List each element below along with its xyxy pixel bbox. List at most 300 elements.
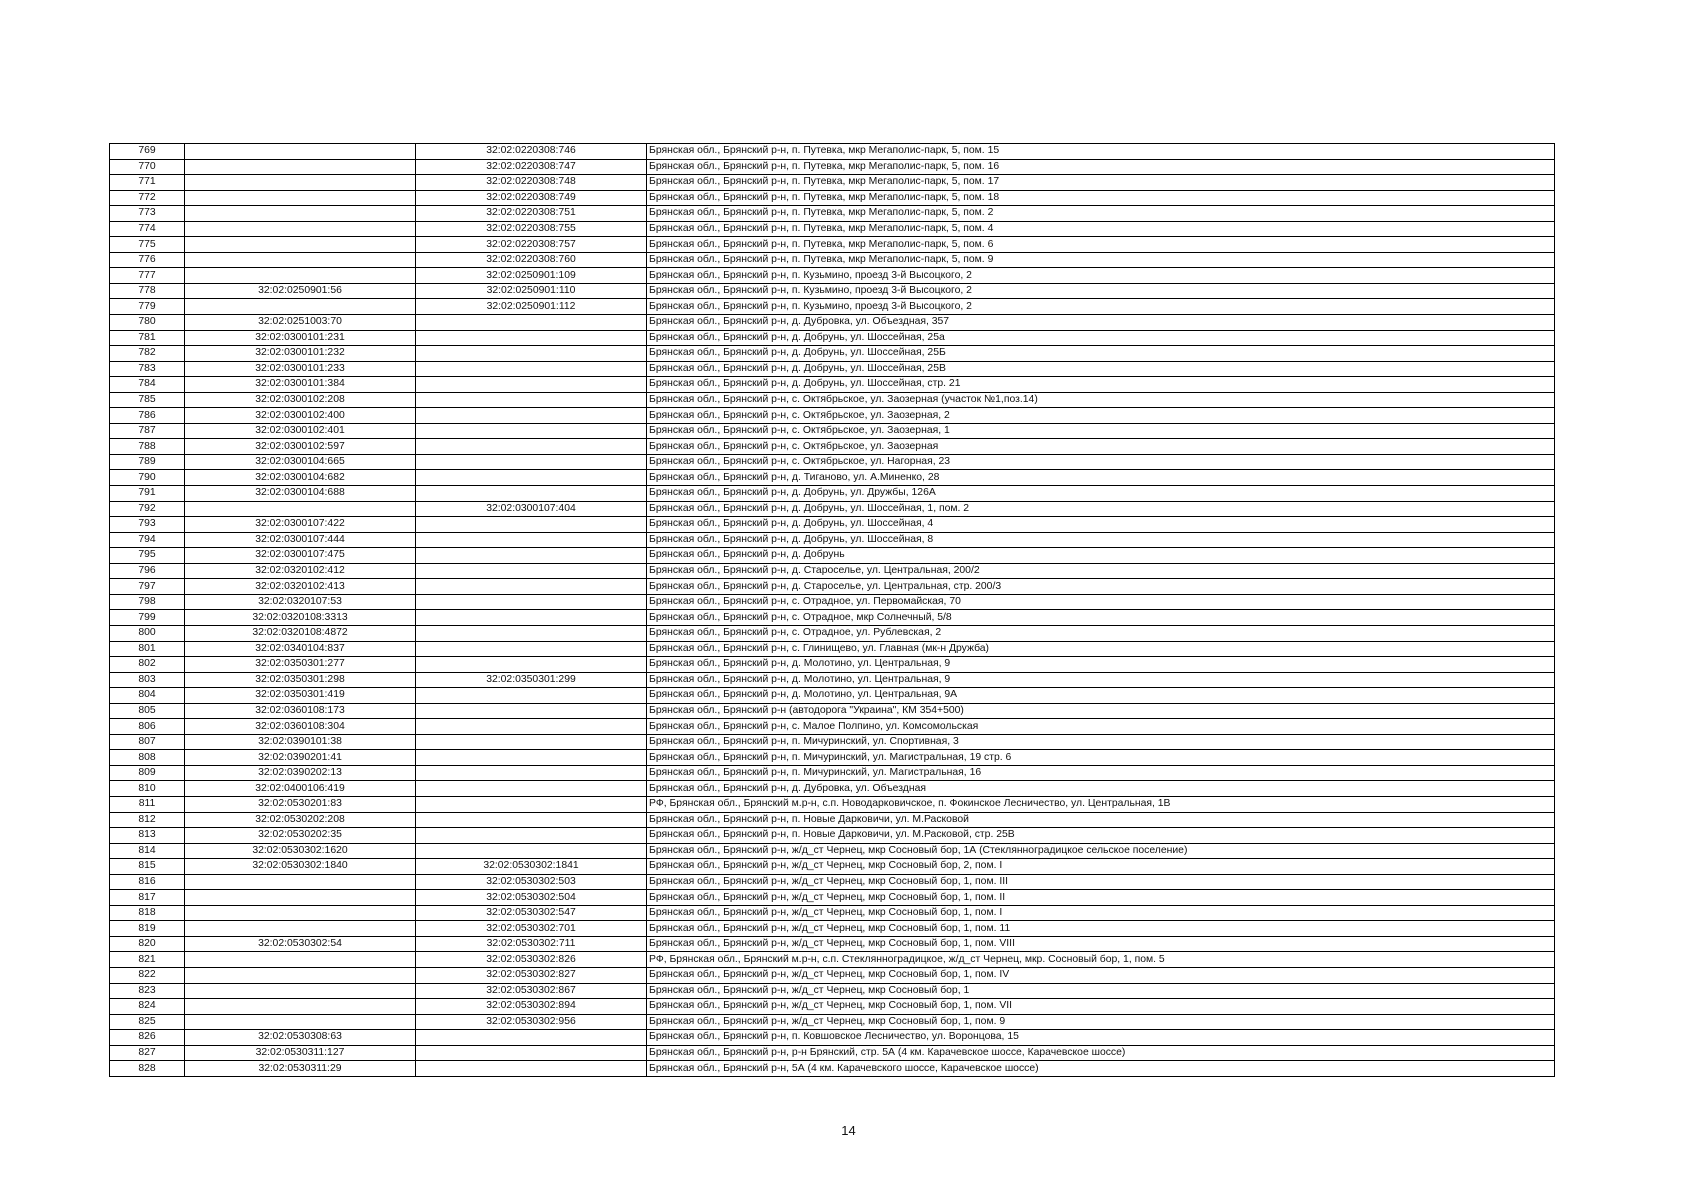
land-cadastral-number-cell (185, 175, 416, 191)
address-cell: Брянская обл., Брянский р-н, п. Кузьмино, проезд 3-й Высоцкого, 2 (647, 299, 1555, 315)
land-cadastral-number-cell: 32:02:0320102:413 (185, 579, 416, 595)
row-number-cell: 797 (110, 579, 185, 595)
address-cell: Брянская обл., Брянский р-н, ж/д_ст Чернец, мкр Сосновый бор, 2, пом. I (647, 859, 1555, 875)
land-cadastral-number-cell: 32:02:0300102:597 (185, 439, 416, 455)
row-number-cell: 827 (110, 1045, 185, 1061)
land-cadastral-number-cell: 32:02:0530302:1840 (185, 859, 416, 875)
land-cadastral-number-cell (185, 967, 416, 983)
building-cadastral-number-cell (416, 641, 647, 657)
building-cadastral-number-cell: 32:02:0220308:747 (416, 159, 647, 175)
land-cadastral-number-cell: 32:02:0300102:208 (185, 392, 416, 408)
building-cadastral-number-cell (416, 361, 647, 377)
building-cadastral-number-cell (416, 781, 647, 797)
table-row (110, 843, 1555, 859)
building-cadastral-number-cell: 32:02:0250901:110 (416, 283, 647, 299)
address-cell: Брянская обл., Брянский р-н, п. Путевка, мкр Мегаполис-парк, 5, пом. 6 (647, 237, 1555, 253)
address-cell: Брянская обл., Брянский р-н, п. Мичуринский, ул. Магистральная, 16 (647, 765, 1555, 781)
row-number-cell: 783 (110, 361, 185, 377)
row-number-cell: 794 (110, 532, 185, 548)
row-number-cell: 820 (110, 936, 185, 952)
building-cadastral-number-cell (416, 828, 647, 844)
land-cadastral-number-cell: 32:02:0350301:419 (185, 688, 416, 704)
row-number-cell: 815 (110, 859, 185, 875)
table-row (110, 175, 1555, 191)
land-cadastral-number-cell: 32:02:0300101:233 (185, 361, 416, 377)
address-cell: Брянская обл., Брянский р-н, п. Новые Дарковичи, ул. М.Расковой (647, 812, 1555, 828)
land-cadastral-number-cell: 32:02:0320108:3313 (185, 610, 416, 626)
building-cadastral-number-cell (416, 734, 647, 750)
table-row (110, 206, 1555, 222)
address-cell: Брянская обл., Брянский р-н, д. Добрунь, ул. Шоссейная, 25В (647, 361, 1555, 377)
table-row (110, 501, 1555, 517)
table-row (110, 454, 1555, 470)
table-row (110, 439, 1555, 455)
cadastral-table (109, 143, 1555, 1077)
address-cell: Брянская обл., Брянский р-н, д. Добрунь, ул. Шоссейная, 8 (647, 532, 1555, 548)
building-cadastral-number-cell: 32:02:0530302:827 (416, 967, 647, 983)
table-row (110, 734, 1555, 750)
address-cell: Брянская обл., Брянский р-н, 5А (4 км. Карачевского шоссе, Карачевское шоссе) (647, 1061, 1555, 1077)
row-number-cell: 791 (110, 486, 185, 502)
land-cadastral-number-cell: 32:02:0530302:54 (185, 936, 416, 952)
land-cadastral-number-cell: 32:02:0250901:56 (185, 283, 416, 299)
land-cadastral-number-cell (185, 237, 416, 253)
row-number-cell: 809 (110, 765, 185, 781)
row-number-cell: 825 (110, 1014, 185, 1030)
building-cadastral-number-cell (416, 408, 647, 424)
land-cadastral-number-cell: 32:02:0530202:35 (185, 828, 416, 844)
address-cell: Брянская обл., Брянский р-н, п. Кузьмино, проезд 3-й Высоцкого, 2 (647, 268, 1555, 284)
table-row (110, 967, 1555, 983)
address-cell: Брянская обл., Брянский р-н, п. Путевка, мкр Мегаполис-парк, 5, пом. 2 (647, 206, 1555, 222)
address-cell: Брянская обл., Брянский р-н, д. Тиганово, ул. А.Миненко, 28 (647, 470, 1555, 486)
land-cadastral-number-cell: 32:02:0320102:412 (185, 563, 416, 579)
table-row (110, 921, 1555, 937)
building-cadastral-number-cell: 32:02:0530302:701 (416, 921, 647, 937)
land-cadastral-number-cell: 32:02:0300104:688 (185, 486, 416, 502)
table-row (110, 828, 1555, 844)
building-cadastral-number-cell: 32:02:0530302:1841 (416, 859, 647, 875)
row-number-cell: 781 (110, 330, 185, 346)
land-cadastral-number-cell (185, 221, 416, 237)
row-number-cell: 803 (110, 672, 185, 688)
row-number-cell: 824 (110, 999, 185, 1015)
address-cell: Брянская обл., Брянский р-н, д. Добрунь, ул. Шоссейная, стр. 21 (647, 377, 1555, 393)
building-cadastral-number-cell: 32:02:0530302:867 (416, 983, 647, 999)
building-cadastral-number-cell (416, 703, 647, 719)
address-cell: Брянская обл., Брянский р-н, ж/д_ст Чернец, мкр Сосновый бор, 1, пом. III (647, 874, 1555, 890)
table-row (110, 999, 1555, 1015)
address-cell: Брянская обл., Брянский р-н, д. Дубровка, ул. Объездная, 357 (647, 315, 1555, 331)
cadastral-table-body (110, 144, 1555, 1077)
row-number-cell: 817 (110, 890, 185, 906)
address-cell: Брянская обл., Брянский р-н, с. Отрадное, мкр Солнечный, 5/8 (647, 610, 1555, 626)
building-cadastral-number-cell (416, 657, 647, 673)
row-number-cell: 780 (110, 315, 185, 331)
row-number-cell: 782 (110, 346, 185, 362)
row-number-cell: 777 (110, 268, 185, 284)
table-row (110, 672, 1555, 688)
table-row (110, 144, 1555, 160)
land-cadastral-number-cell: 32:02:0300102:401 (185, 423, 416, 439)
table-row (110, 252, 1555, 268)
land-cadastral-number-cell: 32:02:0350301:277 (185, 657, 416, 673)
address-cell: Брянская обл., Брянский р-н, д. Добрунь (647, 548, 1555, 564)
address-cell: Брянская обл., Брянский р-н, д. Добрунь, ул. Шоссейная, 4 (647, 517, 1555, 533)
row-number-cell: 812 (110, 812, 185, 828)
address-cell: Брянская обл., Брянский р-н, д. Дубровка, ул. Объездная (647, 781, 1555, 797)
land-cadastral-number-cell: 32:02:0300104:682 (185, 470, 416, 486)
table-row (110, 625, 1555, 641)
table-row (110, 190, 1555, 206)
row-number-cell: 771 (110, 175, 185, 191)
address-cell: Брянская обл., Брянский р-н, с. Малое Полпино, ул. Комсомольская (647, 719, 1555, 735)
row-number-cell: 790 (110, 470, 185, 486)
building-cadastral-number-cell (416, 548, 647, 564)
row-number-cell: 784 (110, 377, 185, 393)
land-cadastral-number-cell: 32:02:0300107:475 (185, 548, 416, 564)
building-cadastral-number-cell (416, 594, 647, 610)
row-number-cell: 772 (110, 190, 185, 206)
table-row (110, 688, 1555, 704)
land-cadastral-number-cell: 32:02:0300104:665 (185, 454, 416, 470)
row-number-cell: 774 (110, 221, 185, 237)
building-cadastral-number-cell (416, 625, 647, 641)
address-cell: Брянская обл., Брянский р-н, д. Староселье, ул. Центральная, стр. 200/3 (647, 579, 1555, 595)
row-number-cell: 814 (110, 843, 185, 859)
building-cadastral-number-cell: 32:02:0220308:748 (416, 175, 647, 191)
address-cell: Брянская обл., Брянский р-н, с. Октябрьское, ул. Нагорная, 23 (647, 454, 1555, 470)
land-cadastral-number-cell: 32:02:0530201:83 (185, 796, 416, 812)
table-row (110, 470, 1555, 486)
table-row (110, 377, 1555, 393)
address-cell: Брянская обл., Брянский р-н, ж/д_ст Чернец, мкр Сосновый бор, 1, пом. VII (647, 999, 1555, 1015)
row-number-cell: 810 (110, 781, 185, 797)
row-number-cell: 818 (110, 905, 185, 921)
building-cadastral-number-cell (416, 796, 647, 812)
table-row (110, 703, 1555, 719)
land-cadastral-number-cell: 32:02:0530311:127 (185, 1045, 416, 1061)
address-cell: Брянская обл., Брянский р-н, р-н Брянский, стр. 5А (4 км. Карачевское шоссе, Карачевское шоссе) (647, 1045, 1555, 1061)
table-row (110, 594, 1555, 610)
table-row (110, 221, 1555, 237)
land-cadastral-number-cell: 32:02:0340104:837 (185, 641, 416, 657)
address-cell: Брянская обл., Брянский р-н, п. Путевка, мкр Мегаполис-парк, 5, пом. 17 (647, 175, 1555, 191)
building-cadastral-number-cell (416, 765, 647, 781)
address-cell: Брянская обл., Брянский р-н, ж/д_ст Чернец, мкр Сосновый бор, 1, пом. IV (647, 967, 1555, 983)
land-cadastral-number-cell (185, 190, 416, 206)
address-cell: Брянская обл., Брянский р-н, ж/д_ст Чернец, мкр Сосновый бор, 1, пом. I (647, 905, 1555, 921)
land-cadastral-number-cell: 32:02:0530311:29 (185, 1061, 416, 1077)
table-row (110, 1014, 1555, 1030)
address-cell: Брянская обл., Брянский р-н, д. Молотино, ул. Центральная, 9А (647, 688, 1555, 704)
table-row (110, 859, 1555, 875)
building-cadastral-number-cell: 32:02:0220308:755 (416, 221, 647, 237)
row-number-cell: 799 (110, 610, 185, 626)
building-cadastral-number-cell (416, 1061, 647, 1077)
address-cell: Брянская обл., Брянский р-н, д. Добрунь, ул. Дружбы, 126А (647, 486, 1555, 502)
row-number-cell: 805 (110, 703, 185, 719)
address-cell: Брянская обл., Брянский р-н, д. Староселье, ул. Центральная, 200/2 (647, 563, 1555, 579)
land-cadastral-number-cell: 32:02:0390201:41 (185, 750, 416, 766)
table-row (110, 750, 1555, 766)
table-row (110, 1030, 1555, 1046)
address-cell: Брянская обл., Брянский р-н, д. Добрунь, ул. Шоссейная, 25Б (647, 346, 1555, 362)
land-cadastral-number-cell (185, 268, 416, 284)
row-number-cell: 778 (110, 283, 185, 299)
building-cadastral-number-cell (416, 517, 647, 533)
row-number-cell: 823 (110, 983, 185, 999)
row-number-cell: 795 (110, 548, 185, 564)
row-number-cell: 804 (110, 688, 185, 704)
address-cell: Брянская обл., Брянский р-н, п. Путевка, мкр Мегаполис-парк, 5, пом. 15 (647, 144, 1555, 160)
table-row (110, 361, 1555, 377)
land-cadastral-number-cell: 32:02:0320107:53 (185, 594, 416, 610)
table-row (110, 517, 1555, 533)
row-number-cell: 813 (110, 828, 185, 844)
address-cell: Брянская обл., Брянский р-н, д. Молотино, ул. Центральная, 9 (647, 657, 1555, 673)
building-cadastral-number-cell (416, 579, 647, 595)
table-row (110, 408, 1555, 424)
address-cell: Брянская обл., Брянский р-н, п. Ковшовское Лесничество, ул. Воронцова, 15 (647, 1030, 1555, 1046)
land-cadastral-number-cell (185, 905, 416, 921)
address-cell: Брянская обл., Брянский р-н, д. Добрунь, ул. Шоссейная, 25а (647, 330, 1555, 346)
land-cadastral-number-cell: 32:02:0300102:400 (185, 408, 416, 424)
address-cell: Брянская обл., Брянский р-н, с. Глинищево, ул. Главная (мк-н Дружба) (647, 641, 1555, 657)
table-row (110, 548, 1555, 564)
table-row (110, 159, 1555, 175)
table-row (110, 610, 1555, 626)
address-cell: Брянская обл., Брянский р-н, п. Путевка, мкр Мегаполис-парк, 5, пом. 9 (647, 252, 1555, 268)
land-cadastral-number-cell: 32:02:0320108:4872 (185, 625, 416, 641)
building-cadastral-number-cell (416, 610, 647, 626)
table-row (110, 423, 1555, 439)
row-number-cell: 788 (110, 439, 185, 455)
table-row (110, 563, 1555, 579)
table-row (110, 936, 1555, 952)
row-number-cell: 787 (110, 423, 185, 439)
address-cell: Брянская обл., Брянский р-н (автодорога "Украина", КМ 354+500) (647, 703, 1555, 719)
building-cadastral-number-cell (416, 750, 647, 766)
address-cell: РФ, Брянская обл., Брянский м.р-н, с.п. Стеклянноградицкое, ж/д_ст Чернец, мкр. Сосновый бор, 1, пом. 5 (647, 952, 1555, 968)
building-cadastral-number-cell (416, 470, 647, 486)
building-cadastral-number-cell (416, 486, 647, 502)
table-row (110, 486, 1555, 502)
address-cell: Брянская обл., Брянский р-н, с. Октябрьское, ул. Заозерная, 1 (647, 423, 1555, 439)
address-cell: Брянская обл., Брянский р-н, с. Отрадное, ул. Первомайская, 70 (647, 594, 1555, 610)
land-cadastral-number-cell (185, 952, 416, 968)
table-row (110, 1061, 1555, 1077)
building-cadastral-number-cell: 32:02:0530302:504 (416, 890, 647, 906)
row-number-cell: 819 (110, 921, 185, 937)
building-cadastral-number-cell: 32:02:0530302:503 (416, 874, 647, 890)
address-cell: Брянская обл., Брянский р-н, ж/д_ст Чернец, мкр Сосновый бор, 1, пом. II (647, 890, 1555, 906)
table-row (110, 237, 1555, 253)
row-number-cell: 793 (110, 517, 185, 533)
land-cadastral-number-cell (185, 206, 416, 222)
building-cadastral-number-cell: 32:02:0530302:894 (416, 999, 647, 1015)
row-number-cell: 789 (110, 454, 185, 470)
page-number: 14 (841, 1123, 856, 1138)
row-number-cell: 808 (110, 750, 185, 766)
row-number-cell: 792 (110, 501, 185, 517)
row-number-cell: 770 (110, 159, 185, 175)
land-cadastral-number-cell: 32:02:0360108:173 (185, 703, 416, 719)
table-row (110, 330, 1555, 346)
land-cadastral-number-cell: 32:02:0300101:232 (185, 346, 416, 362)
table-row (110, 315, 1555, 331)
building-cadastral-number-cell: 32:02:0530302:956 (416, 1014, 647, 1030)
table-row (110, 657, 1555, 673)
land-cadastral-number-cell (185, 299, 416, 315)
building-cadastral-number-cell (416, 812, 647, 828)
address-cell: Брянская обл., Брянский р-н, п. Кузьмино, проезд 3-й Высоцкого, 2 (647, 283, 1555, 299)
land-cadastral-number-cell: 32:02:0300101:384 (185, 377, 416, 393)
row-number-cell: 800 (110, 625, 185, 641)
table-row (110, 812, 1555, 828)
building-cadastral-number-cell: 32:02:0530302:826 (416, 952, 647, 968)
table-row (110, 579, 1555, 595)
row-number-cell: 806 (110, 719, 185, 735)
land-cadastral-number-cell (185, 252, 416, 268)
building-cadastral-number-cell (416, 315, 647, 331)
land-cadastral-number-cell: 32:02:0390101:38 (185, 734, 416, 750)
address-cell: Брянская обл., Брянский р-н, с. Октябрьское, ул. Заозерная, 2 (647, 408, 1555, 424)
row-number-cell: 826 (110, 1030, 185, 1046)
land-cadastral-number-cell (185, 999, 416, 1015)
row-number-cell: 807 (110, 734, 185, 750)
building-cadastral-number-cell: 32:02:0530302:711 (416, 936, 647, 952)
address-cell: Брянская обл., Брянский р-н, п. Путевка, мкр Мегаполис-парк, 5, пом. 18 (647, 190, 1555, 206)
address-cell: Брянская обл., Брянский р-н, ж/д_ст Чернец, мкр Сосновый бор, 1, пом. 9 (647, 1014, 1555, 1030)
address-cell: Брянская обл., Брянский р-н, с. Октябрьское, ул. Заозерная (участок №1,поз.14) (647, 392, 1555, 408)
land-cadastral-number-cell: 32:02:0350301:298 (185, 672, 416, 688)
land-cadastral-number-cell: 32:02:0360108:304 (185, 719, 416, 735)
building-cadastral-number-cell (416, 346, 647, 362)
address-cell: Брянская обл., Брянский р-н, ж/д_ст Чернец, мкр Сосновый бор, 1 (647, 983, 1555, 999)
building-cadastral-number-cell: 32:02:0350301:299 (416, 672, 647, 688)
address-cell: Брянская обл., Брянский р-н, ж/д_ст Чернец, мкр Сосновый бор, 1, пом. VIII (647, 936, 1555, 952)
land-cadastral-number-cell: 32:02:0300107:444 (185, 532, 416, 548)
address-cell: Брянская обл., Брянский р-н, ж/д_ст Чернец, мкр Сосновый бор, 1А (Стеклянноградицкое сельское поселение) (647, 843, 1555, 859)
land-cadastral-number-cell: 32:02:0251003:70 (185, 315, 416, 331)
building-cadastral-number-cell: 32:02:0250901:109 (416, 268, 647, 284)
row-number-cell: 785 (110, 392, 185, 408)
address-cell: Брянская обл., Брянский р-н, п. Путевка, мкр Мегаполис-парк, 5, пом. 16 (647, 159, 1555, 175)
building-cadastral-number-cell (416, 454, 647, 470)
table-row (110, 952, 1555, 968)
building-cadastral-number-cell (416, 377, 647, 393)
row-number-cell: 801 (110, 641, 185, 657)
building-cadastral-number-cell: 32:02:0220308:760 (416, 252, 647, 268)
building-cadastral-number-cell (416, 843, 647, 859)
row-number-cell: 822 (110, 967, 185, 983)
table-row (110, 268, 1555, 284)
building-cadastral-number-cell (416, 1030, 647, 1046)
land-cadastral-number-cell (185, 501, 416, 517)
row-number-cell: 769 (110, 144, 185, 160)
table-row (110, 283, 1555, 299)
building-cadastral-number-cell (416, 392, 647, 408)
land-cadastral-number-cell (185, 144, 416, 160)
building-cadastral-number-cell: 32:02:0250901:112 (416, 299, 647, 315)
address-cell: Брянская обл., Брянский р-н, д. Молотино, ул. Центральная, 9 (647, 672, 1555, 688)
building-cadastral-number-cell: 32:02:0300107:404 (416, 501, 647, 517)
land-cadastral-number-cell: 32:02:0300101:231 (185, 330, 416, 346)
row-number-cell: 773 (110, 206, 185, 222)
row-number-cell: 786 (110, 408, 185, 424)
row-number-cell: 816 (110, 874, 185, 890)
land-cadastral-number-cell: 32:02:0300107:422 (185, 517, 416, 533)
address-cell: Брянская обл., Брянский р-н, ж/д_ст Чернец, мкр Сосновый бор, 1, пом. 11 (647, 921, 1555, 937)
building-cadastral-number-cell (416, 423, 647, 439)
row-number-cell: 796 (110, 563, 185, 579)
row-number-cell: 802 (110, 657, 185, 673)
row-number-cell: 798 (110, 594, 185, 610)
table-row (110, 1045, 1555, 1061)
land-cadastral-number-cell: 32:02:0530202:208 (185, 812, 416, 828)
address-cell: Брянская обл., Брянский р-н, п. Новые Дарковичи, ул. М.Расковой, стр. 25В (647, 828, 1555, 844)
row-number-cell: 779 (110, 299, 185, 315)
table-row (110, 874, 1555, 890)
table-row (110, 641, 1555, 657)
land-cadastral-number-cell (185, 874, 416, 890)
address-cell: Брянская обл., Брянский р-н, с. Отрадное, ул. Рублевская, 2 (647, 625, 1555, 641)
building-cadastral-number-cell: 32:02:0220308:749 (416, 190, 647, 206)
row-number-cell: 828 (110, 1061, 185, 1077)
table-row (110, 781, 1555, 797)
table-row (110, 905, 1555, 921)
land-cadastral-number-cell: 32:02:0390202:13 (185, 765, 416, 781)
land-cadastral-number-cell (185, 983, 416, 999)
land-cadastral-number-cell (185, 159, 416, 175)
building-cadastral-number-cell: 32:02:0220308:746 (416, 144, 647, 160)
table-row (110, 890, 1555, 906)
land-cadastral-number-cell: 32:02:0530308:63 (185, 1030, 416, 1046)
address-cell: Брянская обл., Брянский р-н, д. Добрунь, ул. Шоссейная, 1, пом. 2 (647, 501, 1555, 517)
row-number-cell: 821 (110, 952, 185, 968)
building-cadastral-number-cell (416, 532, 647, 548)
address-cell: Брянская обл., Брянский р-н, п. Путевка, мкр Мегаполис-парк, 5, пом. 4 (647, 221, 1555, 237)
land-cadastral-number-cell (185, 1014, 416, 1030)
address-cell: Брянская обл., Брянский р-н, с. Октябрьское, ул. Заозерная (647, 439, 1555, 455)
address-cell: Брянская обл., Брянский р-н, п. Мичуринский, ул. Спортивная, 3 (647, 734, 1555, 750)
table-row (110, 719, 1555, 735)
building-cadastral-number-cell: 32:02:0530302:547 (416, 905, 647, 921)
table-row (110, 299, 1555, 315)
building-cadastral-number-cell (416, 688, 647, 704)
land-cadastral-number-cell (185, 921, 416, 937)
table-row (110, 983, 1555, 999)
land-cadastral-number-cell: 32:02:0530302:1620 (185, 843, 416, 859)
table-row (110, 392, 1555, 408)
address-cell: РФ, Брянская обл., Брянский м.р-н, с.п. Новодарковичское, п. Фокинское Лесничество, ул. Центральная, 1В (647, 796, 1555, 812)
building-cadastral-number-cell: 32:02:0220308:751 (416, 206, 647, 222)
building-cadastral-number-cell: 32:02:0220308:757 (416, 237, 647, 253)
land-cadastral-number-cell: 32:02:0400106:419 (185, 781, 416, 797)
table-row (110, 796, 1555, 812)
land-cadastral-number-cell (185, 890, 416, 906)
table-row (110, 765, 1555, 781)
building-cadastral-number-cell (416, 563, 647, 579)
building-cadastral-number-cell (416, 1045, 647, 1061)
address-cell: Брянская обл., Брянский р-н, п. Мичуринский, ул. Магистральная, 19 стр. 6 (647, 750, 1555, 766)
row-number-cell: 776 (110, 252, 185, 268)
table-row (110, 346, 1555, 362)
row-number-cell: 775 (110, 237, 185, 253)
building-cadastral-number-cell (416, 719, 647, 735)
table-row (110, 532, 1555, 548)
